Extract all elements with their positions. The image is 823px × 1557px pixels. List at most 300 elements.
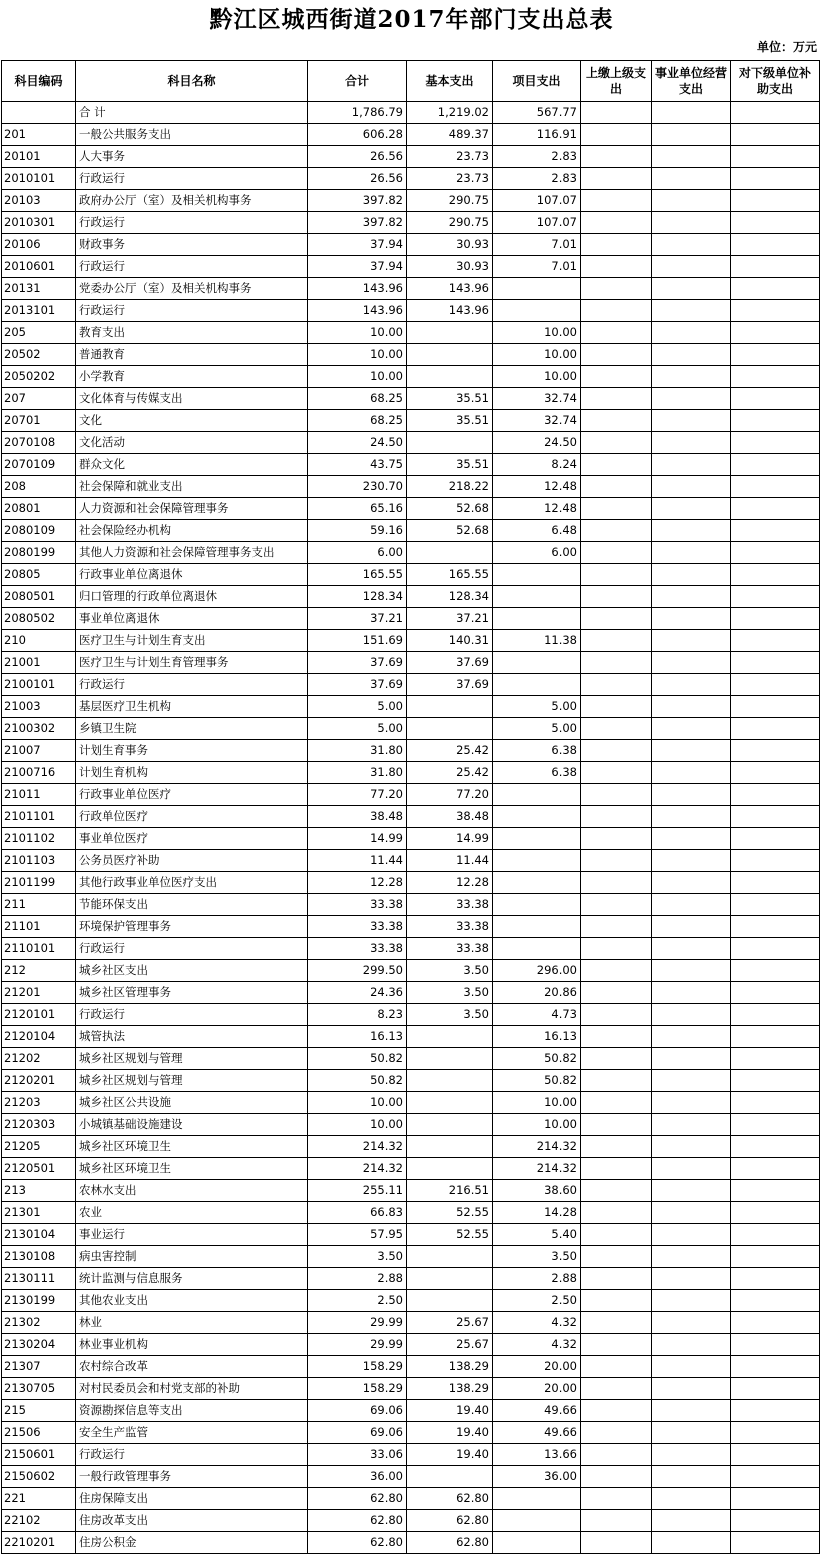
- upper-cell: [581, 1202, 652, 1224]
- name-cell: 行政运行: [76, 212, 308, 234]
- project-cell: 32.74: [493, 410, 581, 432]
- upper-cell: [581, 1422, 652, 1444]
- code-cell: 2080502: [2, 608, 76, 630]
- total-cell: 50.82: [308, 1048, 407, 1070]
- basic-cell: 218.22: [407, 476, 493, 498]
- header-project: 项目支出: [493, 61, 581, 102]
- project-cell: [493, 916, 581, 938]
- business-cell: [652, 872, 731, 894]
- project-cell: 49.66: [493, 1422, 581, 1444]
- code-cell: 2100716: [2, 762, 76, 784]
- subsidy-cell: [731, 1422, 820, 1444]
- upper-cell: [581, 454, 652, 476]
- business-cell: [652, 586, 731, 608]
- project-cell: 116.91: [493, 124, 581, 146]
- name-cell: 环境保护管理事务: [76, 916, 308, 938]
- total-cell: 37.94: [308, 234, 407, 256]
- business-cell: [652, 190, 731, 212]
- subsidy-cell: [731, 278, 820, 300]
- name-cell: 城乡社区公共设施: [76, 1092, 308, 1114]
- basic-cell: [407, 366, 493, 388]
- total-cell: 10.00: [308, 344, 407, 366]
- business-cell: [652, 256, 731, 278]
- table-row: [2, 1488, 820, 1510]
- table-row: [2, 1334, 820, 1356]
- business-cell: [652, 960, 731, 982]
- name-cell: 行政运行: [76, 674, 308, 696]
- subsidy-cell: [731, 938, 820, 960]
- upper-cell: [581, 564, 652, 586]
- table-row: [2, 498, 820, 520]
- business-cell: [652, 146, 731, 168]
- basic-cell: 25.67: [407, 1312, 493, 1334]
- project-cell: 20.86: [493, 982, 581, 1004]
- basic-cell: 35.51: [407, 388, 493, 410]
- header-business: 事业单位经营支出: [652, 61, 731, 102]
- code-cell: 2110101: [2, 938, 76, 960]
- project-cell: 6.00: [493, 542, 581, 564]
- subsidy-cell: [731, 1488, 820, 1510]
- code-cell: 201: [2, 124, 76, 146]
- subsidy-cell: [731, 806, 820, 828]
- total-cell: 397.82: [308, 212, 407, 234]
- project-cell: 5.00: [493, 696, 581, 718]
- basic-cell: 290.75: [407, 212, 493, 234]
- code-cell: 21007: [2, 740, 76, 762]
- project-cell: 2.83: [493, 168, 581, 190]
- subsidy-cell: [731, 432, 820, 454]
- page-title: 黔江区城西街道2017年部门支出总表: [209, 6, 614, 33]
- subsidy-cell: [731, 564, 820, 586]
- basic-cell: 62.80: [407, 1532, 493, 1554]
- project-cell: [493, 872, 581, 894]
- table-row: [2, 850, 820, 872]
- subsidy-cell: [731, 696, 820, 718]
- total-cell: 37.21: [308, 608, 407, 630]
- name-cell: 行政运行: [76, 938, 308, 960]
- name-cell: 文化: [76, 410, 308, 432]
- business-cell: [652, 278, 731, 300]
- total-cell: 2.88: [308, 1268, 407, 1290]
- code-cell: 21011: [2, 784, 76, 806]
- name-cell: 行政运行: [76, 168, 308, 190]
- code-cell: 20502: [2, 344, 76, 366]
- subsidy-cell: [731, 1532, 820, 1554]
- table-row: [2, 1466, 820, 1488]
- project-cell: 20.00: [493, 1356, 581, 1378]
- business-cell: [652, 784, 731, 806]
- business-cell: [652, 1180, 731, 1202]
- basic-cell: 23.73: [407, 146, 493, 168]
- project-cell: 10.00: [493, 322, 581, 344]
- name-cell: 社会保障和就业支出: [76, 476, 308, 498]
- name-cell: 行政运行: [76, 1004, 308, 1026]
- name-cell: 财政事务: [76, 234, 308, 256]
- project-cell: 49.66: [493, 1400, 581, 1422]
- subsidy-cell: [731, 1312, 820, 1334]
- basic-cell: [407, 1246, 493, 1268]
- code-cell: 20131: [2, 278, 76, 300]
- business-cell: [652, 1510, 731, 1532]
- business-cell: [652, 498, 731, 520]
- basic-cell: 52.55: [407, 1224, 493, 1246]
- business-cell: [652, 542, 731, 564]
- basic-cell: 37.69: [407, 674, 493, 696]
- project-cell: 12.48: [493, 498, 581, 520]
- code-cell: 221: [2, 1488, 76, 1510]
- code-cell: 2150601: [2, 1444, 76, 1466]
- basic-cell: 3.50: [407, 1004, 493, 1026]
- code-cell: 20101: [2, 146, 76, 168]
- business-cell: [652, 652, 731, 674]
- name-cell: 计划生育机构: [76, 762, 308, 784]
- subsidy-cell: [731, 828, 820, 850]
- name-cell: 公务员医疗补助: [76, 850, 308, 872]
- upper-cell: [581, 586, 652, 608]
- code-cell: 2210201: [2, 1532, 76, 1554]
- subsidy-cell: [731, 1444, 820, 1466]
- business-cell: [652, 1092, 731, 1114]
- upper-cell: [581, 1026, 652, 1048]
- business-cell: [652, 674, 731, 696]
- upper-cell: [581, 432, 652, 454]
- business-cell: [652, 322, 731, 344]
- name-cell: 城乡社区支出: [76, 960, 308, 982]
- header-total: 合计: [308, 61, 407, 102]
- total-cell: 14.99: [308, 828, 407, 850]
- table-row: [2, 960, 820, 982]
- business-cell: [652, 1048, 731, 1070]
- business-cell: [652, 520, 731, 542]
- project-cell: 38.60: [493, 1180, 581, 1202]
- name-cell: 住房公积金: [76, 1532, 308, 1554]
- basic-cell: 30.93: [407, 234, 493, 256]
- table-row: [2, 1532, 820, 1554]
- code-cell: 21302: [2, 1312, 76, 1334]
- basic-cell: 11.44: [407, 850, 493, 872]
- total-cell: 77.20: [308, 784, 407, 806]
- business-cell: [652, 300, 731, 322]
- subsidy-cell: [731, 256, 820, 278]
- business-cell: [652, 1356, 731, 1378]
- project-cell: [493, 300, 581, 322]
- subsidy-cell: [731, 1070, 820, 1092]
- subsidy-cell: [731, 1048, 820, 1070]
- project-cell: 6.38: [493, 762, 581, 784]
- upper-cell: [581, 894, 652, 916]
- name-cell: 群众文化: [76, 454, 308, 476]
- table-row: [2, 1070, 820, 1092]
- upper-cell: [581, 1224, 652, 1246]
- business-cell: [652, 1026, 731, 1048]
- table-row: [2, 1202, 820, 1224]
- code-cell: 2120303: [2, 1114, 76, 1136]
- basic-cell: 140.31: [407, 630, 493, 652]
- subsidy-cell: [731, 322, 820, 344]
- upper-cell: [581, 1114, 652, 1136]
- code-cell: 2101103: [2, 850, 76, 872]
- table-row: [2, 124, 820, 146]
- project-cell: 7.01: [493, 234, 581, 256]
- subsidy-cell: [731, 1202, 820, 1224]
- project-cell: 4.32: [493, 1334, 581, 1356]
- basic-cell: 290.75: [407, 190, 493, 212]
- total-cell: 606.28: [308, 124, 407, 146]
- upper-cell: [581, 1136, 652, 1158]
- table-header-row: [2, 61, 820, 102]
- code-cell: 2010601: [2, 256, 76, 278]
- table-row: [2, 740, 820, 762]
- project-cell: [493, 1488, 581, 1510]
- upper-cell: [581, 1444, 652, 1466]
- table-row: [2, 322, 820, 344]
- code-cell: 2070108: [2, 432, 76, 454]
- total-cell: 10.00: [308, 322, 407, 344]
- business-cell: [652, 1444, 731, 1466]
- project-cell: 7.01: [493, 256, 581, 278]
- basic-cell: 216.51: [407, 1180, 493, 1202]
- total-cell: 59.16: [308, 520, 407, 542]
- basic-cell: [407, 1092, 493, 1114]
- business-cell: [652, 630, 731, 652]
- upper-cell: [581, 344, 652, 366]
- business-cell: [652, 1136, 731, 1158]
- total-cell: 230.70: [308, 476, 407, 498]
- table-row: [2, 102, 820, 124]
- name-cell: 资源勘探信息等支出: [76, 1400, 308, 1422]
- header-name: 科目名称: [76, 61, 308, 102]
- business-cell: [652, 1422, 731, 1444]
- basic-cell: 35.51: [407, 454, 493, 476]
- basic-cell: 62.80: [407, 1510, 493, 1532]
- subsidy-cell: [731, 190, 820, 212]
- table-row: [2, 1378, 820, 1400]
- business-cell: [652, 696, 731, 718]
- code-cell: 2130111: [2, 1268, 76, 1290]
- business-cell: [652, 366, 731, 388]
- name-cell: 城乡社区环境卫生: [76, 1158, 308, 1180]
- subsidy-cell: [731, 850, 820, 872]
- business-cell: [652, 344, 731, 366]
- basic-cell: 143.96: [407, 300, 493, 322]
- table-row: [2, 630, 820, 652]
- total-cell: 37.94: [308, 256, 407, 278]
- upper-cell: [581, 674, 652, 696]
- upper-cell: [581, 124, 652, 146]
- subsidy-cell: [731, 520, 820, 542]
- table-row: [2, 190, 820, 212]
- project-cell: 4.73: [493, 1004, 581, 1026]
- basic-cell: 33.38: [407, 938, 493, 960]
- total-cell: 10.00: [308, 1092, 407, 1114]
- table-row: [2, 1158, 820, 1180]
- code-cell: 205: [2, 322, 76, 344]
- total-cell: 10.00: [308, 1114, 407, 1136]
- upper-cell: [581, 1070, 652, 1092]
- business-cell: [652, 740, 731, 762]
- project-cell: 10.00: [493, 1092, 581, 1114]
- upper-cell: [581, 1532, 652, 1554]
- project-cell: 16.13: [493, 1026, 581, 1048]
- total-cell: 158.29: [308, 1378, 407, 1400]
- subsidy-cell: [731, 1334, 820, 1356]
- name-cell: 普通教育: [76, 344, 308, 366]
- upper-cell: [581, 388, 652, 410]
- code-cell: 2080501: [2, 586, 76, 608]
- upper-cell: [581, 476, 652, 498]
- code-cell: 21001: [2, 652, 76, 674]
- basic-cell: [407, 542, 493, 564]
- subsidy-cell: [731, 146, 820, 168]
- business-cell: [652, 234, 731, 256]
- name-cell: 计划生育事务: [76, 740, 308, 762]
- table-row: [2, 608, 820, 630]
- total-cell: 128.34: [308, 586, 407, 608]
- business-cell: [652, 1224, 731, 1246]
- code-cell: 2130108: [2, 1246, 76, 1268]
- name-cell: 一般公共服务支出: [76, 124, 308, 146]
- basic-cell: 25.42: [407, 762, 493, 784]
- table-row: [2, 1400, 820, 1422]
- project-cell: 13.66: [493, 1444, 581, 1466]
- name-cell: 病虫害控制: [76, 1246, 308, 1268]
- subsidy-cell: [731, 212, 820, 234]
- code-cell: 2130204: [2, 1334, 76, 1356]
- subsidy-cell: [731, 1400, 820, 1422]
- total-cell: 29.99: [308, 1334, 407, 1356]
- table-row: [2, 1092, 820, 1114]
- name-cell: 乡镇卫生院: [76, 718, 308, 740]
- business-cell: [652, 1400, 731, 1422]
- project-cell: [493, 608, 581, 630]
- basic-cell: 12.28: [407, 872, 493, 894]
- total-cell: 43.75: [308, 454, 407, 476]
- code-cell: 2120101: [2, 1004, 76, 1026]
- table-row: [2, 234, 820, 256]
- name-cell: 合 计: [76, 102, 308, 124]
- code-cell: 213: [2, 1180, 76, 1202]
- upper-cell: [581, 1158, 652, 1180]
- table-row: [2, 146, 820, 168]
- code-cell: 2101102: [2, 828, 76, 850]
- upper-cell: [581, 1004, 652, 1026]
- basic-cell: 128.34: [407, 586, 493, 608]
- total-cell: 151.69: [308, 630, 407, 652]
- code-cell: 2010301: [2, 212, 76, 234]
- code-cell: 20103: [2, 190, 76, 212]
- business-cell: [652, 718, 731, 740]
- table-row: [2, 300, 820, 322]
- basic-cell: 35.51: [407, 410, 493, 432]
- name-cell: 事业运行: [76, 1224, 308, 1246]
- project-cell: 5.40: [493, 1224, 581, 1246]
- business-cell: [652, 388, 731, 410]
- business-cell: [652, 1312, 731, 1334]
- project-cell: 10.00: [493, 1114, 581, 1136]
- name-cell: 行政运行: [76, 1444, 308, 1466]
- total-cell: 5.00: [308, 696, 407, 718]
- total-cell: 62.80: [308, 1510, 407, 1532]
- project-cell: 12.48: [493, 476, 581, 498]
- name-cell: 社会保险经办机构: [76, 520, 308, 542]
- subsidy-cell: [731, 740, 820, 762]
- basic-cell: 14.99: [407, 828, 493, 850]
- table-row: [2, 1268, 820, 1290]
- upper-cell: [581, 960, 652, 982]
- code-cell: 2100302: [2, 718, 76, 740]
- upper-cell: [581, 1048, 652, 1070]
- project-cell: 214.32: [493, 1136, 581, 1158]
- upper-cell: [581, 1466, 652, 1488]
- code-cell: 211: [2, 894, 76, 916]
- upper-cell: [581, 1312, 652, 1334]
- table-row: [2, 278, 820, 300]
- project-cell: 2.88: [493, 1268, 581, 1290]
- name-cell: 对村民委员会和村党支部的补助: [76, 1378, 308, 1400]
- table-row: [2, 454, 820, 476]
- project-cell: 10.00: [493, 344, 581, 366]
- name-cell: 住房改革支出: [76, 1510, 308, 1532]
- table-row: [2, 564, 820, 586]
- upper-cell: [581, 520, 652, 542]
- code-cell: 210: [2, 630, 76, 652]
- business-cell: [652, 762, 731, 784]
- upper-cell: [581, 278, 652, 300]
- code-cell: 2130104: [2, 1224, 76, 1246]
- project-cell: [493, 894, 581, 916]
- basic-cell: 19.40: [407, 1444, 493, 1466]
- business-cell: [652, 828, 731, 850]
- business-cell: [652, 850, 731, 872]
- project-cell: 107.07: [493, 212, 581, 234]
- project-cell: 50.82: [493, 1048, 581, 1070]
- business-cell: [652, 1378, 731, 1400]
- upper-cell: [581, 1400, 652, 1422]
- total-cell: 57.95: [308, 1224, 407, 1246]
- total-cell: 33.38: [308, 916, 407, 938]
- code-cell: 21201: [2, 982, 76, 1004]
- project-cell: [493, 652, 581, 674]
- total-cell: 143.96: [308, 278, 407, 300]
- subsidy-cell: [731, 1136, 820, 1158]
- basic-cell: 52.55: [407, 1202, 493, 1224]
- basic-cell: [407, 696, 493, 718]
- name-cell: 教育支出: [76, 322, 308, 344]
- upper-cell: [581, 366, 652, 388]
- project-cell: [493, 1510, 581, 1532]
- basic-cell: 52.68: [407, 520, 493, 542]
- name-cell: 林业: [76, 1312, 308, 1334]
- business-cell: [652, 916, 731, 938]
- project-cell: 14.28: [493, 1202, 581, 1224]
- subsidy-cell: [731, 102, 820, 124]
- header-upper: 上缴上级支出: [581, 61, 652, 102]
- upper-cell: [581, 762, 652, 784]
- table-row: [2, 982, 820, 1004]
- code-cell: 21506: [2, 1422, 76, 1444]
- business-cell: [652, 212, 731, 234]
- name-cell: 其他农业支出: [76, 1290, 308, 1312]
- basic-cell: [407, 1158, 493, 1180]
- code-cell: 20106: [2, 234, 76, 256]
- code-cell: 2013101: [2, 300, 76, 322]
- total-cell: 2.50: [308, 1290, 407, 1312]
- header-code: 科目编码: [2, 61, 76, 102]
- basic-cell: 19.40: [407, 1422, 493, 1444]
- name-cell: 其他人力资源和社会保障管理事务支出: [76, 542, 308, 564]
- name-cell: 小城镇基础设施建设: [76, 1114, 308, 1136]
- unit-label: 单位：万元: [756, 40, 817, 54]
